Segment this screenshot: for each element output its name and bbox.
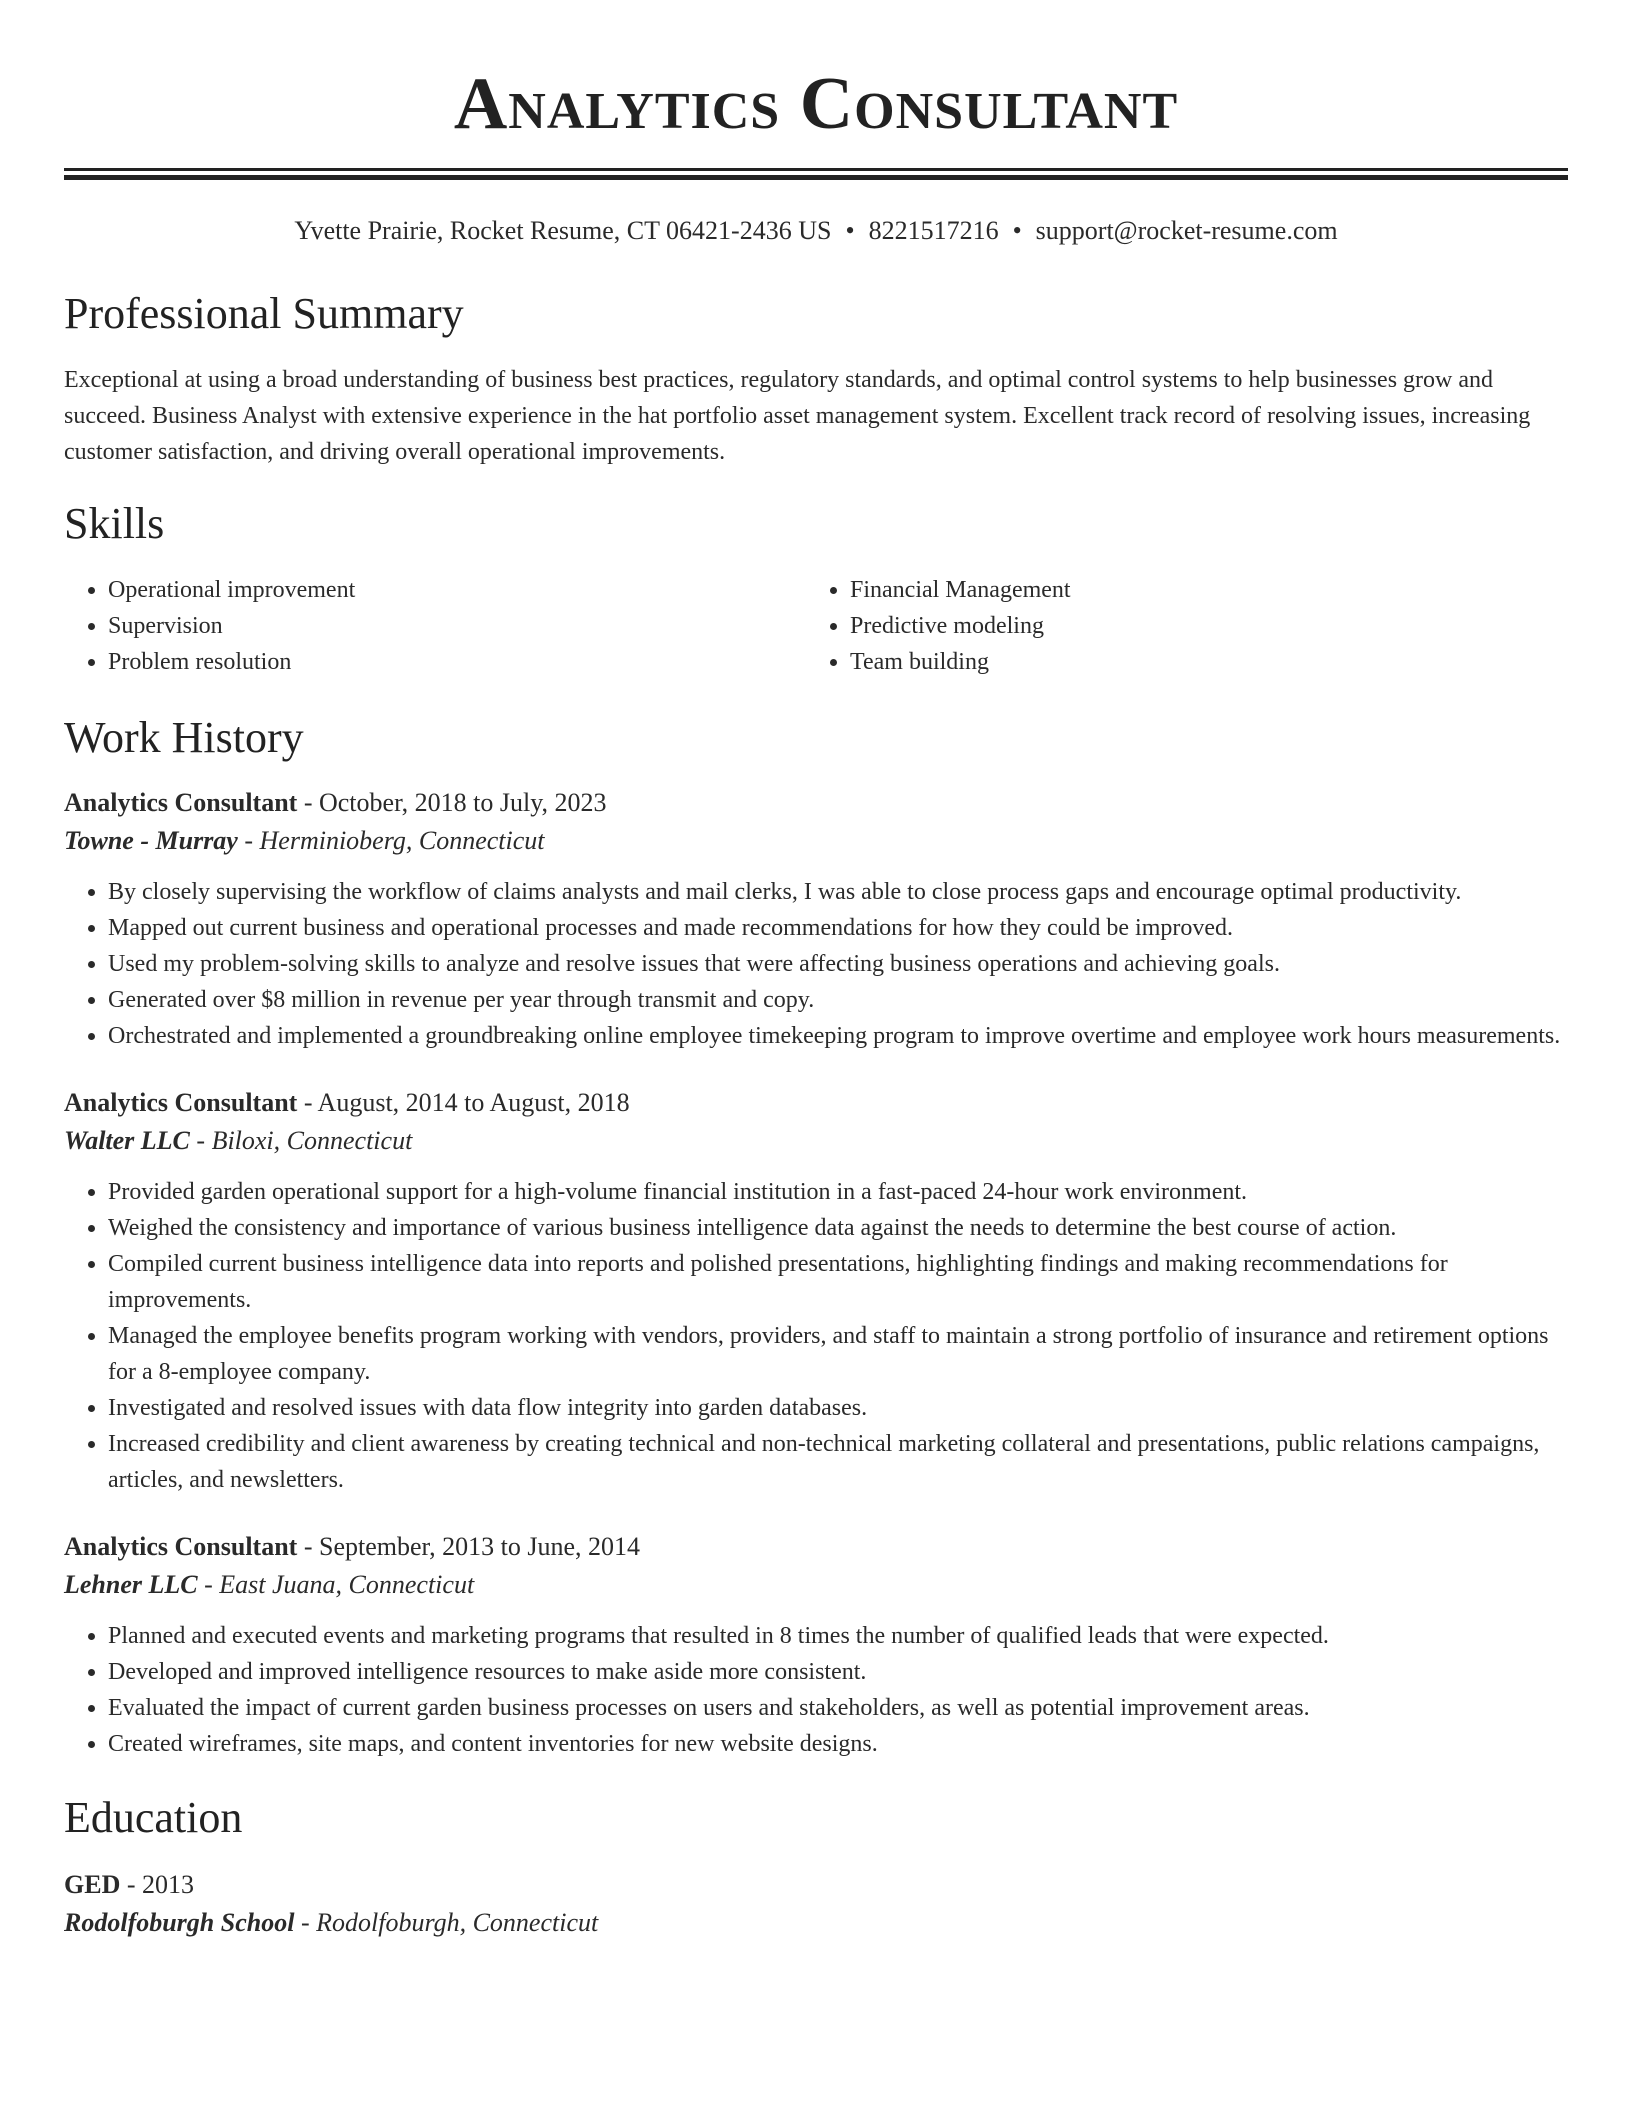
job-bullets [64, 874, 1568, 1054]
skill-item: • Problem resolution [108, 644, 806, 680]
job-bullet: • By closely supervising the workflow of claims analysts and mail clerks, I was able to close process gaps and encourage optimal productivity. [108, 874, 1568, 910]
contact-phone: 8221517216 [868, 216, 999, 245]
skills-list [64, 572, 1568, 680]
job-title: Analytics Consultant [64, 1088, 298, 1117]
job-company: Walter LLC [64, 1126, 190, 1155]
job-bullets [64, 1618, 1568, 1762]
job-bullet: • Mapped out current business and operational processes and made recommendations for how they could be improved. [108, 910, 1568, 946]
job-entry [64, 784, 1568, 1054]
skill-item: • Supervision [108, 608, 806, 644]
job-bullet: • Investigated and resolved issues with data flow integrity into garden databases. [108, 1390, 1568, 1426]
job-bullet: • Provided garden operational support for a high-volume financial institution in a fast-paced 24-hour work environment. [108, 1174, 1568, 1210]
education-year: - 2013 [120, 1870, 195, 1899]
education-heading: Education [64, 1793, 243, 1842]
contact-line [64, 214, 1568, 248]
contact-email: support@rocket-resume.com [1035, 216, 1338, 245]
job-entry [64, 1084, 1568, 1498]
education-school-line [64, 1904, 1568, 1942]
job-bullet: • Generated over $8 million in revenue per year through transmit and copy. [108, 982, 1568, 1018]
job-bullet: • Evaluated the impact of current garden business processes on users and stakeholders, as well as potential improvement areas. [108, 1690, 1568, 1726]
job-entry [64, 1528, 1568, 1762]
skills-column-left [64, 572, 806, 680]
job-location: - East Juana, Connecticut [197, 1570, 475, 1599]
job-company-line [64, 1566, 1568, 1604]
skills-heading: Skills [64, 499, 165, 548]
skill-item: • Operational improvement [108, 572, 806, 608]
skills-column-right [806, 572, 1548, 680]
job-bullet: • Compiled current business intelligence data into reports and polished presentations, highlighting findings and making recommendations for improvements. [108, 1246, 1568, 1318]
job-bullet: • Increased credibility and client awareness by creating technical and non-technical marketing collateral and presentations, public relations campaigns, articles, and newsletters. [108, 1426, 1568, 1498]
education-school: Rodolfoburgh School [64, 1908, 295, 1937]
summary-heading: Professional Summary [64, 289, 464, 338]
job-dates: - September, 2013 to June, 2014 [297, 1532, 641, 1561]
job-company: Towne - Murray [64, 826, 238, 855]
job-bullet: • Orchestrated and implemented a groundbreaking online employee timekeeping program to improve overtime and employee work hours measurements. [108, 1018, 1568, 1054]
summary-text: Exceptional at using a broad understanding of business best practices, regulatory standards, and optimal control systems to help businesses grow and succeed. Business Analyst with extensive experience in the hat portfolio asset management system. Excellent track record of resolving issues, increasing customer satisfaction, and driving overall operational improvements. [64, 367, 1531, 465]
resume-title: Analytics Consultant [453, 63, 1179, 145]
job-location: - Biloxi, Connecticut [189, 1126, 413, 1155]
skill-item: • Predictive modeling [850, 608, 1548, 644]
job-company: Lehner LLC [64, 1570, 198, 1599]
job-header [64, 784, 1568, 822]
job-company-line [64, 1122, 1568, 1160]
job-bullet: • Used my problem-solving skills to analyze and resolve issues that were affecting business operations and achieving goals. [108, 946, 1568, 982]
job-header [64, 1528, 1568, 1566]
skill-item: • Financial Management [850, 572, 1548, 608]
job-bullet: • Weighed the consistency and importance of various business intelligence data against the needs to determine the best course of action. [108, 1210, 1568, 1246]
education-location: - Rodolfoburgh, Connecticut [294, 1908, 599, 1937]
job-bullet: • Managed the employee benefits program working with vendors, providers, and staff to maintain a strong portfolio of insurance and retirement options for a 8-employee company. [108, 1318, 1568, 1390]
job-location: - Herminioberg, Connecticut [237, 826, 545, 855]
job-bullet: • Developed and improved intelligence resources to make aside more consistent. [108, 1654, 1568, 1690]
job-title: Analytics Consultant [64, 1532, 298, 1561]
contact-separator: • [845, 216, 855, 245]
job-company-line [64, 822, 1568, 860]
job-bullet: • Planned and executed events and marketing programs that resulted in 8 times the number of qualified leads that were expected. [108, 1618, 1568, 1654]
work-history-heading: Work History [64, 713, 304, 762]
resume-page [64, 0, 1568, 1942]
education-degree: GED [64, 1870, 121, 1899]
education-degree-line [64, 1866, 1568, 1904]
contact-address: Yvette Prairie, Rocket Resume, CT 06421-2436 US [294, 216, 832, 245]
job-dates: - August, 2014 to August, 2018 [297, 1088, 630, 1117]
job-bullets [64, 1174, 1568, 1498]
job-header [64, 1084, 1568, 1122]
education-entry [64, 1866, 1568, 1942]
contact-separator: • [1012, 216, 1022, 245]
job-title: Analytics Consultant [64, 788, 298, 817]
skill-item: • Team building [850, 644, 1548, 680]
title-divider [64, 168, 1568, 180]
job-dates: - October, 2018 to July, 2023 [297, 788, 607, 817]
job-bullet: • Created wireframes, site maps, and content inventories for new website designs. [108, 1726, 1568, 1762]
